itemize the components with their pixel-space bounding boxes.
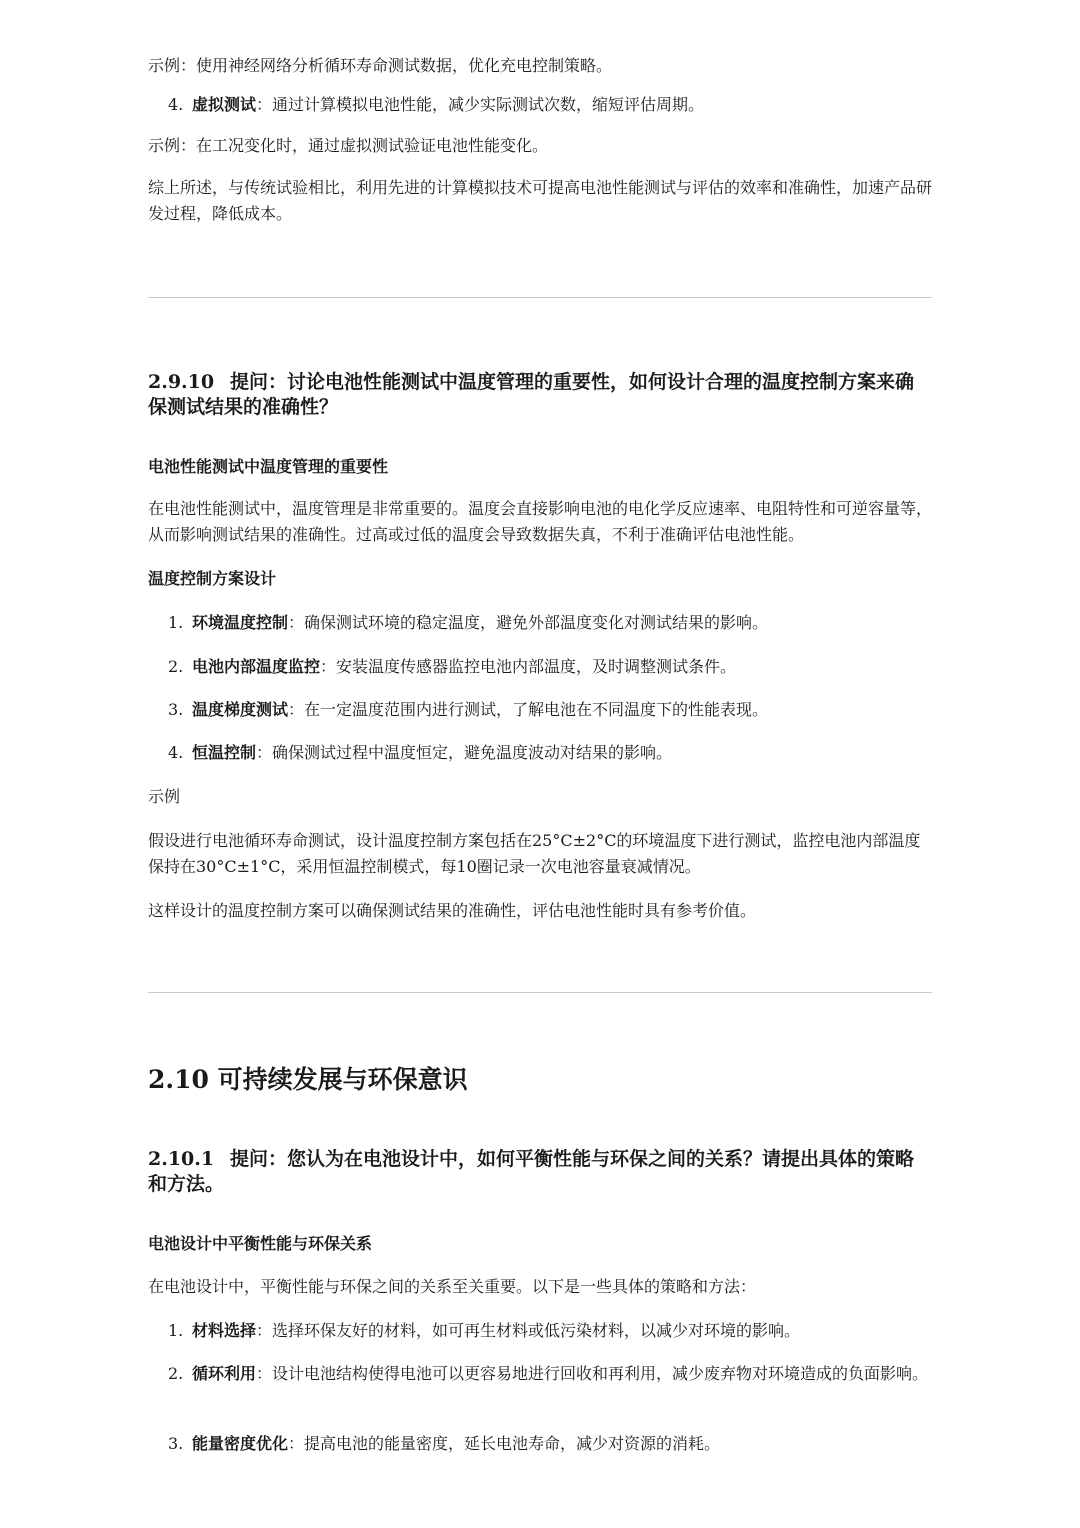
section-title: 提问：您认为在电池设计中，如何平衡性能与环保之间的关系？请提出具体的策略和方法。 xyxy=(148,1148,915,1195)
list-term: 温度梯度测试 xyxy=(192,700,289,719)
list-text: ：安装温度传感器监控电池内部温度，及时调整测试条件。 xyxy=(320,657,737,676)
list-text: ：在一定温度范围内进行测试，了解电池在不同温度下的性能表现。 xyxy=(288,700,769,719)
list-term: 环境温度控制 xyxy=(192,613,289,632)
list-number: 3. xyxy=(168,1434,184,1453)
example-label: 示例 xyxy=(148,787,181,806)
list-text: ：确保测试环境的稳定温度，避免外部温度变化对测试结果的影响。 xyxy=(288,613,769,632)
list-number: 4. xyxy=(168,743,184,762)
list-term: 循环利用 xyxy=(192,1364,257,1383)
list-item xyxy=(168,1431,932,1457)
list-item xyxy=(168,610,932,636)
section-divider xyxy=(148,992,932,993)
list-term: 电池内部温度监控 xyxy=(192,657,321,676)
summary-paragraph: 综上所述，与传统试验相比，利用先进的计算模拟技术可提高电池性能测试与评估的效率和准确性，加速产品研发过程，降低成本。 xyxy=(148,178,933,223)
list-text: ：确保测试过程中温度恒定，避免温度波动对结果的影响。 xyxy=(256,743,673,762)
section-number: 2.9.10 xyxy=(148,371,215,393)
list-item xyxy=(168,740,932,766)
list-number: 3. xyxy=(168,700,184,719)
list-term: 虚拟测试 xyxy=(192,95,257,114)
example-paragraph: 假设进行电池循环寿命测试，设计温度控制方案包括在25°C±2°C的环境温度下进行测试，监控电池内部温度保持在30°C±1°C，采用恒温控制模式，每10圈记录一次电池容量衰减情况。 xyxy=(148,831,921,876)
list-item xyxy=(168,92,932,118)
list-number: 2. xyxy=(168,657,184,676)
subsection-heading: 温度控制方案设计 xyxy=(148,569,277,588)
list-number: 1. xyxy=(168,1321,184,1340)
list-term: 能量密度优化 xyxy=(192,1434,289,1453)
list-number: 2. xyxy=(168,1364,184,1383)
section-divider xyxy=(148,297,932,298)
list-item xyxy=(168,1318,932,1344)
example-paragraph: 示例：使用神经网络分析循环寿命测试数据，优化充电控制策略。 xyxy=(148,56,613,75)
body-paragraph: 在电池性能测试中，温度管理是非常重要的。温度会直接影响电池的电化学反应速率、电阻特性和可逆容量等，从而影响测试结果的准确性。过高或过低的温度会导致数据失真，不利于准确评估电池性能。 xyxy=(148,499,933,544)
list-number: 4. xyxy=(168,95,184,114)
list-text: ：设计电池结构使得电池可以更容易地进行回收和再利用，减少废弃物对环境造成的负面影响。 xyxy=(256,1364,929,1383)
chapter-heading: 2.10 可持续发展与环保意识 xyxy=(148,1065,468,1094)
section-title: 提问：讨论电池性能测试中温度管理的重要性，如何设计合理的温度控制方案来确保测试结果的准确性？ xyxy=(148,371,915,418)
list-text: ：通过计算模拟电池性能，减少实际测试次数，缩短评估周期。 xyxy=(256,95,705,114)
conclusion-paragraph: 这样设计的温度控制方案可以确保测试结果的准确性，评估电池性能时具有参考价值。 xyxy=(148,901,757,920)
subsection-heading: 电池性能测试中温度管理的重要性 xyxy=(148,457,389,476)
list-item xyxy=(168,1361,932,1387)
list-text: ：选择环保友好的材料，如可再生材料或低污染材料，以减少对环境的影响。 xyxy=(256,1321,801,1340)
list-item xyxy=(168,697,932,723)
list-term: 材料选择 xyxy=(192,1321,257,1340)
list-text: ：提高电池的能量密度，延长电池寿命，减少对资源的消耗。 xyxy=(288,1434,721,1453)
example-paragraph: 示例：在工况变化时，通过虚拟测试验证电池性能变化。 xyxy=(148,136,549,155)
intro-paragraph: 在电池设计中，平衡性能与环保之间的关系至关重要。以下是一些具体的策略和方法： xyxy=(148,1277,757,1296)
subsection-heading: 电池设计中平衡性能与环保关系 xyxy=(148,1234,373,1253)
list-term: 恒温控制 xyxy=(192,743,257,762)
list-item xyxy=(168,654,932,680)
section-heading xyxy=(148,370,932,420)
list-number: 1. xyxy=(168,613,184,632)
section-number: 2.10.1 xyxy=(148,1148,215,1170)
section-heading xyxy=(148,1147,932,1197)
